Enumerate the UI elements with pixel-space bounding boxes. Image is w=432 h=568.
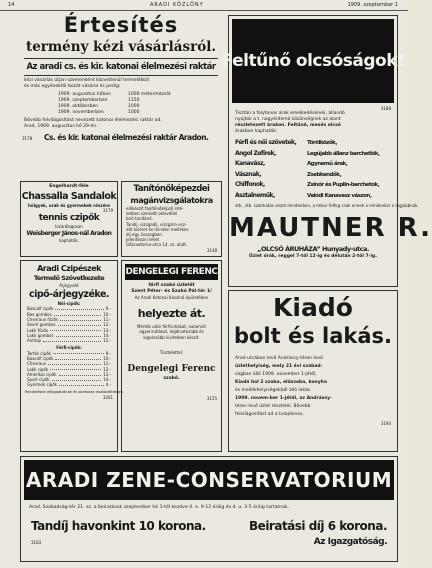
sandalok-tennis: tennis czipők <box>38 213 100 224</box>
cipo-big: cipő-árjegyzéke. <box>28 289 110 301</box>
ad-number: 3179 <box>102 208 113 214</box>
ertesites-intro-line: kézi vásárlás útján szemenként közvetlenül termelőktől <box>24 78 150 83</box>
zene-fee-row <box>21 513 397 533</box>
cipo-title: Aradi Czipészek <box>37 264 101 273</box>
ad-number: 3188 <box>380 106 391 111</box>
cipo-prices-women <box>21 306 117 343</box>
zene-signature: Az Igazgatóság. <box>313 537 387 547</box>
feltuno-items-left <box>235 138 307 201</box>
kiado-title: Kiadó <box>273 293 353 322</box>
cipo-footer: Rendelések elfogadtatnak és pontosan eszközöltetnek. <box>25 389 125 394</box>
feltuno-item-columns <box>229 135 397 201</box>
dengelegi-line: Mérték után férfiruhákat, valamint <box>136 324 207 330</box>
feltuno-title-banner <box>221 19 405 103</box>
sandalok-maker: Engelhardt-féle <box>49 184 89 189</box>
list-item: Asztalneműk, <box>235 191 275 199</box>
feltuno-items-right <box>307 138 391 201</box>
dengelegi-moved: helyezte át. <box>137 307 206 321</box>
page-number: 14 <box>8 2 15 8</box>
tanitono-line: Jelentkezni lehet <box>126 237 160 243</box>
cipo-arjegyzek-ad <box>20 260 125 452</box>
tanitono-line: Gőzcsatorna-utca 14. sz. alatt. <box>126 242 188 248</box>
kiado-ad <box>228 290 398 452</box>
feltuno-intro: részletezett árakon. Feltűnő, mesés olcsó <box>235 123 341 129</box>
list-item: Valódi Kanavasz vászon, <box>307 192 372 199</box>
issue-date: 1909. szeptember 1 <box>347 2 398 8</box>
tanitono-subtitle: magánvizsgálatokra <box>130 196 213 205</box>
tanitono-ad <box>121 181 222 257</box>
kiado-line: és mellékhelyiségekből álló lakás <box>235 388 311 393</box>
kiado-line: ságban álló 1909. november 1-jétől, <box>235 372 317 377</box>
ertesites-signature: Cs. és kir. katonai élelmezési raktár Aradon. <box>44 133 209 142</box>
dengelegi-line: Tisztelettel: <box>159 349 184 355</box>
sandalok-title: Chassalla Sandalok <box>21 191 117 202</box>
zene-conservatorium-ad <box>20 456 398 562</box>
ad-number: 3201 <box>102 394 113 400</box>
cipo-subtitle: Termelő Szövetkezete <box>33 274 105 282</box>
ertesites-subtitle: termény kézi vásárlásról. <box>25 39 217 55</box>
ertesites-note: Bővebb felvilágosítást nevezett katonai élelmezési raktár ad. <box>24 118 162 123</box>
ad-number: 3178 <box>22 136 33 141</box>
sandalok-seller: Weisberger János-nál Aradon <box>26 229 112 237</box>
price-row: Boxcalf cipők 10.- <box>27 355 111 361</box>
list-item: Legújabb állanz barchetlók, <box>307 150 380 157</box>
dengelegi-ad <box>121 260 222 452</box>
kiado-text <box>229 355 397 419</box>
kiado-line: felvilágosítást ad a tulajdonos. <box>235 412 304 417</box>
ertesites-schedule <box>20 90 222 118</box>
zene-title: ARADI ZENE-CONSERVATORIUM <box>25 468 393 492</box>
dengelegi-line: legolcsóbb kivitelben készít. <box>143 334 200 340</box>
dengelegi-line: egyenruhákat, legdivatosabb és <box>139 329 204 335</box>
kiado-line: 1909. novem-ber 1-jétől, az Andrássy- <box>235 396 332 401</box>
divider <box>24 58 218 59</box>
ertesites-signature-row <box>20 130 222 142</box>
ertesites-note: Arad, 1909. augusztus hó 29-én. <box>24 124 98 129</box>
price-row: Chevraux fűzős 11.- <box>27 317 111 322</box>
list-item: Chiffonok, <box>235 181 265 189</box>
feltuno-intro: nyújtok a t. nagyérdemű közönségnek az alant <box>235 117 341 123</box>
tanitono-line: Tandíj, vizsgadíj, vizsgára vez- <box>126 221 187 227</box>
price-row: Sport cipők 14.- <box>27 377 111 383</box>
cipo-section: Férfi-cipők: <box>56 345 82 351</box>
feltuno-hours: Üzlet órák, reggel 7-től 12-ig és délután 2-től 7-ig. <box>249 254 377 260</box>
price-row: Chevraux 11.- <box>27 361 111 367</box>
dengelegi-address: Az Aradi Katonai Kaszinó épületében <box>134 295 209 300</box>
feltuno-title: Feltűnő olcsóságok! <box>221 51 405 71</box>
page-header <box>0 0 408 11</box>
dengelegi-role: férfi szabó üzletét <box>148 283 195 288</box>
sandalok-ad <box>20 181 118 257</box>
price-row: Box gombos 10.- <box>27 311 111 317</box>
price-row: Sevró gombos 12.- <box>27 322 111 328</box>
tanitono-line: ető kíséret és minden mellékes <box>126 226 189 232</box>
tanitono-line: zetben szerzett oklevéllel <box>126 211 178 217</box>
zene-title-banner <box>24 460 394 500</box>
ertesites-title: Értesítés <box>63 13 179 37</box>
ad-number: 3155 <box>206 396 217 402</box>
zene-fee: Tandíj havonkint 10 korona. <box>31 519 206 533</box>
zene-enrol-fee: Beiratási díj 6 korona. <box>249 519 387 533</box>
list-item: Agynemű árak, <box>307 161 348 168</box>
schedule-row: 1909. októberben 1000 <box>58 104 140 109</box>
tanitono-line: előkészít tanítónőképző inté- <box>126 206 184 211</box>
ertesites-shop: Az aradi cs. és kir. katonai élelmezési raktár <box>26 62 216 72</box>
price-row: Amerikai cipők 13.- <box>27 371 111 377</box>
list-item: Zsebkendők, <box>307 171 342 178</box>
newspaper-title: ARADI KÖZLÖNY <box>150 2 204 8</box>
feltuno-intro: árakban kaphatók: <box>235 129 278 135</box>
price-row: Gyermek cipők 4.- <box>27 382 111 388</box>
list-item: Angol Zefírek, <box>235 149 276 157</box>
cipo-ar-label: Árjegyzék <box>59 283 79 288</box>
zene-signature-row <box>21 533 397 547</box>
sandalok-desc: hölgyek, urak és gyermekek részére <box>28 203 110 208</box>
price-row: Tartós cipők 9.- <box>27 350 111 356</box>
ad-number: 3183 <box>31 540 42 545</box>
feltuno-items-footer: stb., stb. szaktudás vezet mindenben, a mikor felfog csak ennek a mindenkor a legjobbnak. <box>235 203 419 209</box>
sandalok-seller-intro: kizárólagosan <box>55 224 83 230</box>
dengelegi-signature-role: szabó. <box>163 376 180 382</box>
kiado-subtitle: bolt és lakás. <box>233 324 393 348</box>
kiado-line: téren levő üzlet részletei. Bővebb <box>235 404 311 409</box>
price-row: Lakk cipők 12.- <box>27 366 111 372</box>
feltuno-olcsosagok-ad <box>221 15 432 287</box>
list-item: Kanavász, <box>235 160 265 168</box>
price-row: Boxcalf cipők 9.- <box>27 306 111 312</box>
cipo-prices-men <box>21 351 117 388</box>
feltuno-store: „OLCSÓ ÁRUHÁZA” Hunyady-utca. <box>257 245 369 254</box>
kiado-line: üzlethelyiség, mely 21 évi szabad- <box>235 364 323 369</box>
kiado-line: Kiadó hol 2 szoba, előszoba, konyha <box>235 380 327 385</box>
schedule-row: 1909. szeptemberben 1150 <box>58 98 140 103</box>
list-item: Zsinór és Puplin-barchetok, <box>307 182 380 189</box>
dengelegi-name: DENGELEGI FERENC <box>125 267 218 277</box>
feltuno-name: MAUTNER R. <box>229 213 432 244</box>
ad-number: 3194 <box>380 421 391 426</box>
price-row: Antilop 15.- <box>27 338 111 344</box>
dengelegi-address: Szent Péter- és Szabó Pál-tér 1/ <box>131 289 212 294</box>
price-row: Lakk gombos 14.- <box>27 332 111 338</box>
kiado-line: Arad-utcában levő Andrássy-téren levő <box>235 356 323 361</box>
sandalok-seller-note: kaphatók. <box>59 237 79 243</box>
ad-number: 3148 <box>206 247 217 253</box>
zene-text: Arad, Szabadság-tér 21. sz. a beiratások szeptember hó 1-től kezdve d. e. 9-12 óráig és d. u. 3-5 óráig tartatnak. <box>29 505 290 510</box>
cipo-section: Női-cipők: <box>57 301 81 307</box>
schedule-row: 1909. augusztus hóban 1000 métermázsát <box>58 92 171 97</box>
schedule-row: 1909. novemberben 1000 <box>58 110 140 115</box>
list-item: Vásznak, <box>235 170 262 178</box>
ertesites-ad <box>20 12 222 174</box>
tanitono-line: díj egy összegben. <box>126 232 164 238</box>
ertesites-intro-line: és más egyénektől búzát vásárol és pedig: <box>24 84 121 89</box>
list-item: Férfi és női szövetek, <box>235 139 297 147</box>
dengelegi-signature: Dengelegi Ferenc <box>127 364 216 375</box>
tanitono-line: bíró tanítónő. <box>126 216 153 222</box>
price-row: Lakk fűzős 13.- <box>27 327 111 333</box>
feltuno-intro: Tisztán a folytonos árak emelkedésének, állandó <box>235 111 345 117</box>
tanitono-title: Tanítónőképezdei <box>133 184 210 194</box>
list-item: Törölközők, <box>307 140 337 147</box>
divider <box>24 75 218 76</box>
dengelegi-banner <box>125 264 218 280</box>
